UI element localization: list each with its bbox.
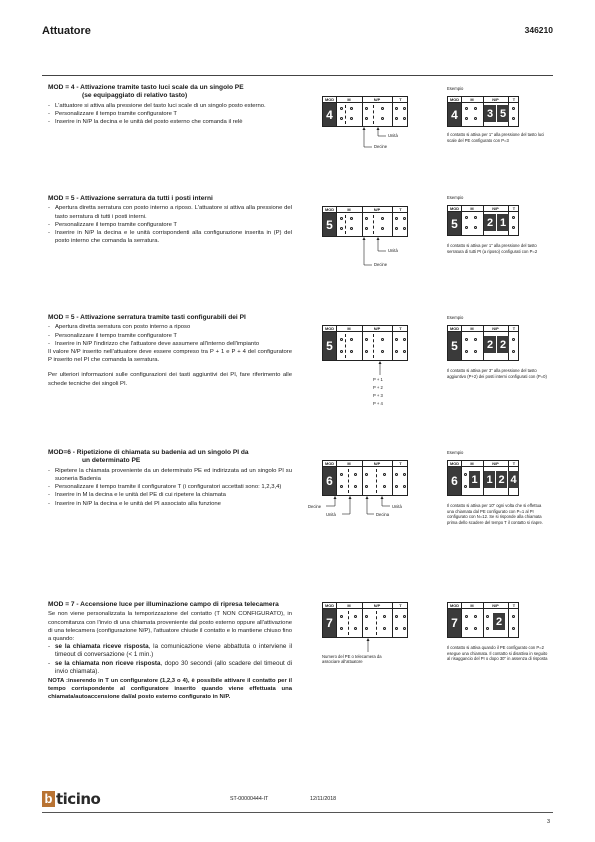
configurator-diagram: MOD M N/P T 4 xyxy=(322,96,408,127)
section-title: MOD = 7 - Accensione luce per illuminazione campo di ripresa telecamera xyxy=(48,601,279,608)
label-p1: P + 1 xyxy=(373,377,383,382)
document-number: ST-00000444-IT xyxy=(230,796,269,802)
label-tens: Decine xyxy=(308,504,322,509)
example-configurator: MOD M N/P T 5 2 1 xyxy=(447,205,519,236)
product-code: 346210 xyxy=(524,25,553,35)
configurator-diagram: MOD M N/P T 5 xyxy=(322,325,408,361)
page-title: Attuatore xyxy=(42,25,91,37)
section-title: MOD = 5 - Attivazione serratura tramite tasti configurabili dei PI xyxy=(48,314,246,321)
example-label: Esempio xyxy=(447,86,464,91)
callout-arrow xyxy=(363,638,373,652)
label-p3: P + 3 xyxy=(373,393,383,398)
example-configurator: MOD M N/P T 6 1 1 2 4 xyxy=(447,460,519,496)
section-body: Se non viene personalizzata la temporizzazione del contatto (T NON CONFIGURATO), in concomitanza con l'invio di una chiamata proveniente dal posto esterno oppure all'attivazione di una telecamera (configurazione N/P), l'attuatore chiude il contatto e lo mantiene chiuso fino a quando: - se la chiamata riceve risposta, la comunicazione viene abbattuta o interviene il timeout di conversazione (< 1 min.) - se la chiamata non riceve risposta, dopo 30 secondi (allo scadere del timeout di invio chiamata). NOTA :inserendo in T un configuratore (1,2,3 o 4), è possibile attivare il contatto per il tempo corrispondente al configuratore inserito quando viene effettuata una chiamata/autoaccensione dal/al posto esterno configurato in N/P. xyxy=(48,610,292,701)
mod-value: 6 xyxy=(323,467,336,495)
label-p2: P + 2 xyxy=(373,385,383,390)
mod-value: 6 xyxy=(448,467,461,495)
brand-wordmark: ticino xyxy=(56,789,101,808)
label-units: Unità xyxy=(388,133,398,138)
brand-logo xyxy=(42,790,100,807)
mod-value: 4 xyxy=(323,103,336,126)
example-note: Il contatto si attiva per 3" alla pressione del tasto aggiuntivo (P+2) dei posti interni configurati con (P=0) xyxy=(447,368,547,379)
configurator-diagram: MOD M N/P T 5 xyxy=(322,206,408,237)
section-title: MOD = 4 - Attivazione tramite tasto luci scale da un singolo PE (se equipaggiato di relativo tasto) xyxy=(48,84,244,100)
label-pe-number: Numero del PE o telecamera da associare all'attuatore xyxy=(322,654,382,664)
mod-value: 5 xyxy=(323,332,336,360)
example-label: Esempio xyxy=(447,450,464,455)
example-configurator: MOD M N/P T 4 3 5 xyxy=(447,96,519,127)
config-cap: 2 xyxy=(484,336,496,353)
section-mod5-keys xyxy=(48,314,292,388)
example-configurator: MOD M N/P T 5 2 2 xyxy=(447,325,519,361)
config-cap: 1 xyxy=(469,471,480,488)
section-body: - Apertura diretta serratura con posto interno a riposo - Personalizzare il tempo tramite configuratore T - Inserire in N/P l'indirizzo che l'attuatore deve assumere all'interno dell'impianto Il valore N/P inserito nell'attuatore deve essere compreso tra P + 1 e P + 4 del configuratore P inserito nel PI che comanda la serratura. Per ulteriori informazioni sulle configurazioni dei tasti aggiuntivi dei PI, fare riferimento alle schede tecniche dei singoli PI. xyxy=(48,323,292,387)
brand-mark: b xyxy=(42,791,55,807)
section-body: - L'attuatore si attiva alla pressione del tasto luci scale di un singolo posto esterno. - Personalizzare il tempo tramite configuratore T - Inserire in N/P la decina e le unità del posto esterno che comanda il relè xyxy=(48,102,292,127)
mod-value: 5 xyxy=(323,213,336,236)
example-note: Il contatto si attiva per 1" alla pressione del tasto luci scale del PE configurato con P=3 xyxy=(447,132,545,143)
section-mod6 xyxy=(48,449,292,508)
config-cap: 2 xyxy=(493,613,505,630)
label-tens: Decine xyxy=(374,262,388,267)
label-units: Unità xyxy=(326,512,336,517)
example-label: Esempio xyxy=(447,195,464,200)
example-note: Il contatto si attiva quando il PE configurato con P=2 esegue una chiamata. Il contatto si disattiva in seguito al risaggancio del PI o dopo 30" in assenza di risposta xyxy=(447,645,548,662)
example-configurator: MOD M N/P T 7 2 xyxy=(447,602,519,638)
callout-arrow xyxy=(375,361,385,375)
section-title: MOD=6 - Ripetizione di chiamata su badenia ad un singolo PI da un determinato PE xyxy=(48,449,249,465)
label-tens: Decina xyxy=(376,512,390,517)
label-tens: Decine xyxy=(374,144,388,149)
label-units: Unità xyxy=(392,504,402,509)
section-mod5-all xyxy=(48,195,292,245)
label-p4: P + 4 xyxy=(373,401,383,406)
section-mod7 xyxy=(48,601,292,702)
mod-value: 5 xyxy=(448,332,461,360)
config-cap: 3 xyxy=(484,105,496,122)
label-units: Unità xyxy=(388,248,398,253)
section-body: - Apertura diretta serratura con posto interno a riposo. L'attuatore si attiva alla pressione del tasto serratura di tutti i posti interni. - Personalizzare il tempo tramite configuratore T - Inserire in N/P la decina e le unità corrispondenti alla configurazione inserita in (P) del posto interno che comanda la serratura. xyxy=(48,204,292,245)
config-cap: 1 xyxy=(497,214,509,231)
config-cap: 4 xyxy=(508,471,519,488)
config-cap: 2 xyxy=(484,214,496,231)
header-divider xyxy=(42,75,553,76)
config-cap: 2 xyxy=(497,336,509,353)
configurator-diagram: MOD M N/P T 7 xyxy=(322,602,408,638)
page-number: 3 xyxy=(546,819,550,825)
config-cap: 5 xyxy=(497,105,509,122)
mod-value: 4 xyxy=(448,103,461,126)
configurator-diagram: MOD M N/P T 6 xyxy=(322,460,408,496)
section-mod4 xyxy=(48,84,292,126)
section-title: MOD = 5 - Attivazione serratura da tutti i posti interni xyxy=(48,195,213,202)
config-cap: 1 xyxy=(484,471,495,488)
example-label: Esempio xyxy=(447,315,464,320)
document-date: 12/11/2018 xyxy=(310,796,337,802)
example-note: Il contatto si attiva per 10" ogni volta che si effettua una chiamata dal PE configurato con P=1 al PI configurato con N=12. Se si risponde alla chiamata prima dello scadere del tempo T il contatto si riapre. xyxy=(447,503,543,525)
config-cap: 2 xyxy=(496,471,507,488)
section-body: - Ripetere la chiamata proveniente da un determinato PE ed indirizzata ad un singolo PI su suoneria Badenia - Personalizzare il tempo tramite il configuratore T (i configuratori accettati sono: 1,2,3,4) - Inserire in M la decina e le unità del PE di cui ripetere la chiamata - Inserire in N/P la decina e le unità del PI associato alla funzione xyxy=(48,467,292,508)
example-note: Il contatto si attiva per 1" alla pressione del tasto serratura di tutti PI (a riposo) configurati con P=2 xyxy=(447,243,538,254)
footer-divider xyxy=(42,812,553,813)
mod-value: 5 xyxy=(448,212,461,235)
mod-value: 7 xyxy=(323,609,336,637)
mod-value: 7 xyxy=(448,609,461,637)
